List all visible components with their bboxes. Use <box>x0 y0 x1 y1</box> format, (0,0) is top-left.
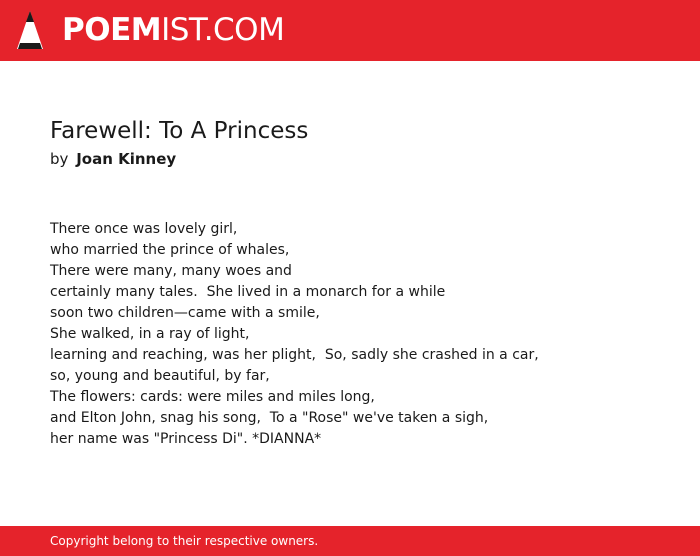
poem-line: soon two children—came with a smile, <box>50 305 320 321</box>
copyright-text: Copyright belong to their respective owners. <box>50 534 319 548</box>
pencil-tip-icon[interactable] <box>16 9 44 53</box>
poem-line: The flowers: cards: were miles and miles long, <box>50 389 375 405</box>
poem-line: learning and reaching, was her plight, So, sadly she crashed in a car, <box>50 347 539 363</box>
poem-line: certainly many tales. She lived in a monarch for a while <box>50 284 446 300</box>
poem-line: There once was lovely girl, <box>50 221 238 237</box>
poem-title: Farewell: To A Princess <box>50 118 309 144</box>
by-label: by <box>50 150 69 168</box>
site-header <box>0 0 700 61</box>
poem-line: There were many, many woes and <box>50 263 292 279</box>
poem-line: She walked, in a ray of light, <box>50 326 250 342</box>
byline <box>50 149 176 169</box>
poem-line: her name was "Princess Di". *DIANNA* <box>50 431 322 447</box>
poem-body <box>50 219 539 450</box>
author-name: Joan Kinney <box>76 150 177 168</box>
logo-text-bold: POEM <box>62 12 162 48</box>
poem-line: who married the prince of whales, <box>50 242 290 258</box>
site-footer <box>0 526 700 556</box>
poem-line: so, young and beautiful, by far, <box>50 368 270 384</box>
logo-text-light: IST.COM <box>161 12 285 48</box>
site-logo-link[interactable] <box>62 12 284 48</box>
poem-line: and Elton John, snag his song, To a "Rose" we've taken a sigh, <box>50 410 489 426</box>
